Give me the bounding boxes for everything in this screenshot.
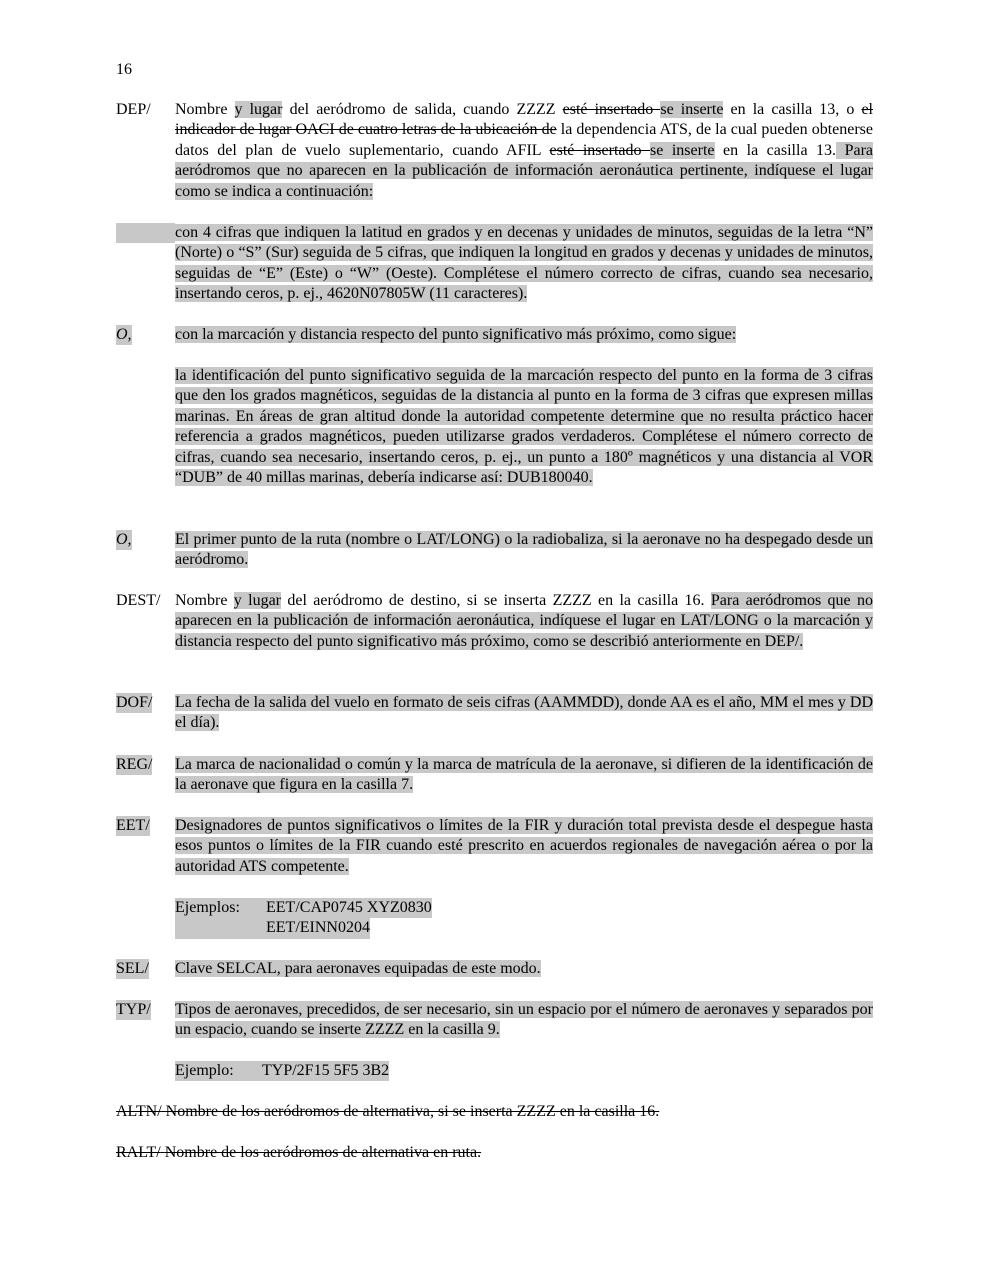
altn-text: Nombre de los aeródromos de alternativa, si se inserta ZZZZ en la casilla 16. [165,1103,660,1120]
or-1-paragraph-2: la identificación del punto significativo seguida de la marcación respecto del punto en la forma de 3 cifras que den los grados magnéticos, seguidas de la distancia al punto en la forma de 3 cifras que expresen millas marinas. En áreas de gran altitud donde la autoridad competente determine que no resulta práctico hacer referencia a grados magnéticos, pueden utilizarse grados verdaderos. Complétese el número correcto de cifras, cuando sea necesario, insertando ceros, p. ej., un punto a 180º magnéticos y una distancia al VOR “DUB” de 40 millas marinas, debería indicarse así: DUB180040. [175,367,873,487]
dep-paragraph-2: con 4 cifras que indiquen la latitud en grados y en decenas y unidades de minutos, seguidas de la letra “N” (Norte) o “S” (Sur) seguida de 5 cifras, que indiquen la longitud en grados y decenas y unidades de minutos, seguidas de “E” (Este) o “W” (Oeste). Complétese el número correcto de cifras, cuando sea necesario, insertando ceros, p. ej., 4620N07805W (11 caracteres). [175,224,873,303]
entry-dest [116,591,873,652]
entry-ralt-deleted [116,1143,481,1163]
eet-paragraph: Designadores de puntos significativos o límites de la FIR y duración total prevista desde el despegue hasta esos puntos o límites de la FIR cuando esté prescrito en acuerdos regionales de navegación aérea o por la autoridad ATS competente. [175,817,873,875]
dest-paragraph: Nombre y lugar del aeródromo de destino, si se inserta ZZZZ en la casilla 16. Para aeródromos que no aparecen en la publicación de información aeronáutica, indíquese el lugar en LAT/LONG o la marcación y distancia respecto del punto significativo más próximo, como se describió anteriormente en DEP/. [175,592,873,650]
field-label-reg: REG/ [116,755,152,775]
highlight-gap [116,223,175,243]
typ-example [116,1061,873,1081]
deleted-text: esté insertado [549,141,651,159]
deleted-text: el indicador de lugar OACI de cuatro letras de la ubicación de [175,101,873,139]
reg-paragraph: La marca de nacionalidad o común y la marca de matrícula de la aeronave, si difieren de la identificación de la aeronave que figura en la casilla 7. [175,756,873,794]
sel-paragraph: Clave SELCAL, para aeronaves equipadas de este modo. [175,960,541,977]
or-2-paragraph: El primer punto de la ruta (nombre o LAT/LONG) o la radiobaliza, si la aeronave no ha despegado desde un aeródromo. [175,531,873,569]
inserted-text: se inserte [660,101,724,118]
entry-typ [116,1000,873,1041]
field-label-dep: DEP/ [116,101,151,118]
example-eet-2: EET/EINN0204 [266,918,370,938]
example-eet-1: EET/CAP0745 XYZ0830 [266,898,432,918]
field-label-or: O, [116,325,132,345]
entry-or-1 [116,325,873,345]
page-number: 16 [116,61,132,78]
entry-dep [116,100,873,202]
examples-label: Ejemplos: [175,898,266,918]
entry-sel [116,959,873,979]
or-1-paragraph-1: con la marcación y distancia respecto del punto significativo más próximo, como sigue: [175,326,737,343]
field-label-dof: DOF/ [116,693,152,713]
ralt-text: Nombre de los aeródromos de alternativa en ruta. [164,1144,482,1161]
typ-paragraph: Tipos de aeronaves, precedidos, de ser necesario, sin un espacio por el número de aeronaves y separados por un espacio, cuando se inserte ZZZZ en la casilla 9. [175,1001,873,1039]
field-label-altn: ALTN/ [116,1103,162,1120]
field-label-sel: SEL/ [116,959,149,979]
field-label-eet: EET/ [116,816,150,836]
dep-paragraph-1: Nombre y lugar del aeródromo de salida, cuando ZZZZ esté insertado se inserte en la casilla 13, o el indicador de lugar OACI de cuatro letras de la ubicación de la dependencia ATS, de la cual pueden obtenerse datos del plan de vuelo suplementario, cuando AFIL esté insertado se inserte en la casilla 13. Para aeródromos que no aparecen en la publicación de información aeronáutica pertinente, indíquese el lugar como se indica a continuación: [175,101,873,200]
field-label-typ: TYP/ [116,1000,151,1020]
entry-reg [116,755,873,796]
example-typ: TYP/2F15 5F5 3B2 [262,1061,389,1081]
entry-altn-deleted [116,1102,659,1122]
field-label-dest: DEST/ [116,592,161,609]
entry-or-1-detail [116,366,873,488]
inserted-text: se inserte [650,141,715,159]
entry-dep-latlong [116,223,873,305]
entry-eet [116,816,873,877]
field-label-ralt: RALT/ [116,1144,161,1161]
field-label-or: O, [116,530,132,550]
entry-dof [116,693,873,734]
example-label: Ejemplo: [175,1061,262,1081]
inserted-text: Para aeródromos que no aparecen en la publicación de información aeronáutica pertinente, indíquese el lugar como se indica a continuación: [175,141,873,200]
deleted-text: esté insertado [562,101,661,118]
dof-paragraph: La fecha de la salida del vuelo en formato de seis cifras (AAMMDD), donde AA es el año, MM el mes y DD el día). [175,694,873,732]
eet-examples [116,898,873,939]
entry-or-2 [116,530,873,571]
